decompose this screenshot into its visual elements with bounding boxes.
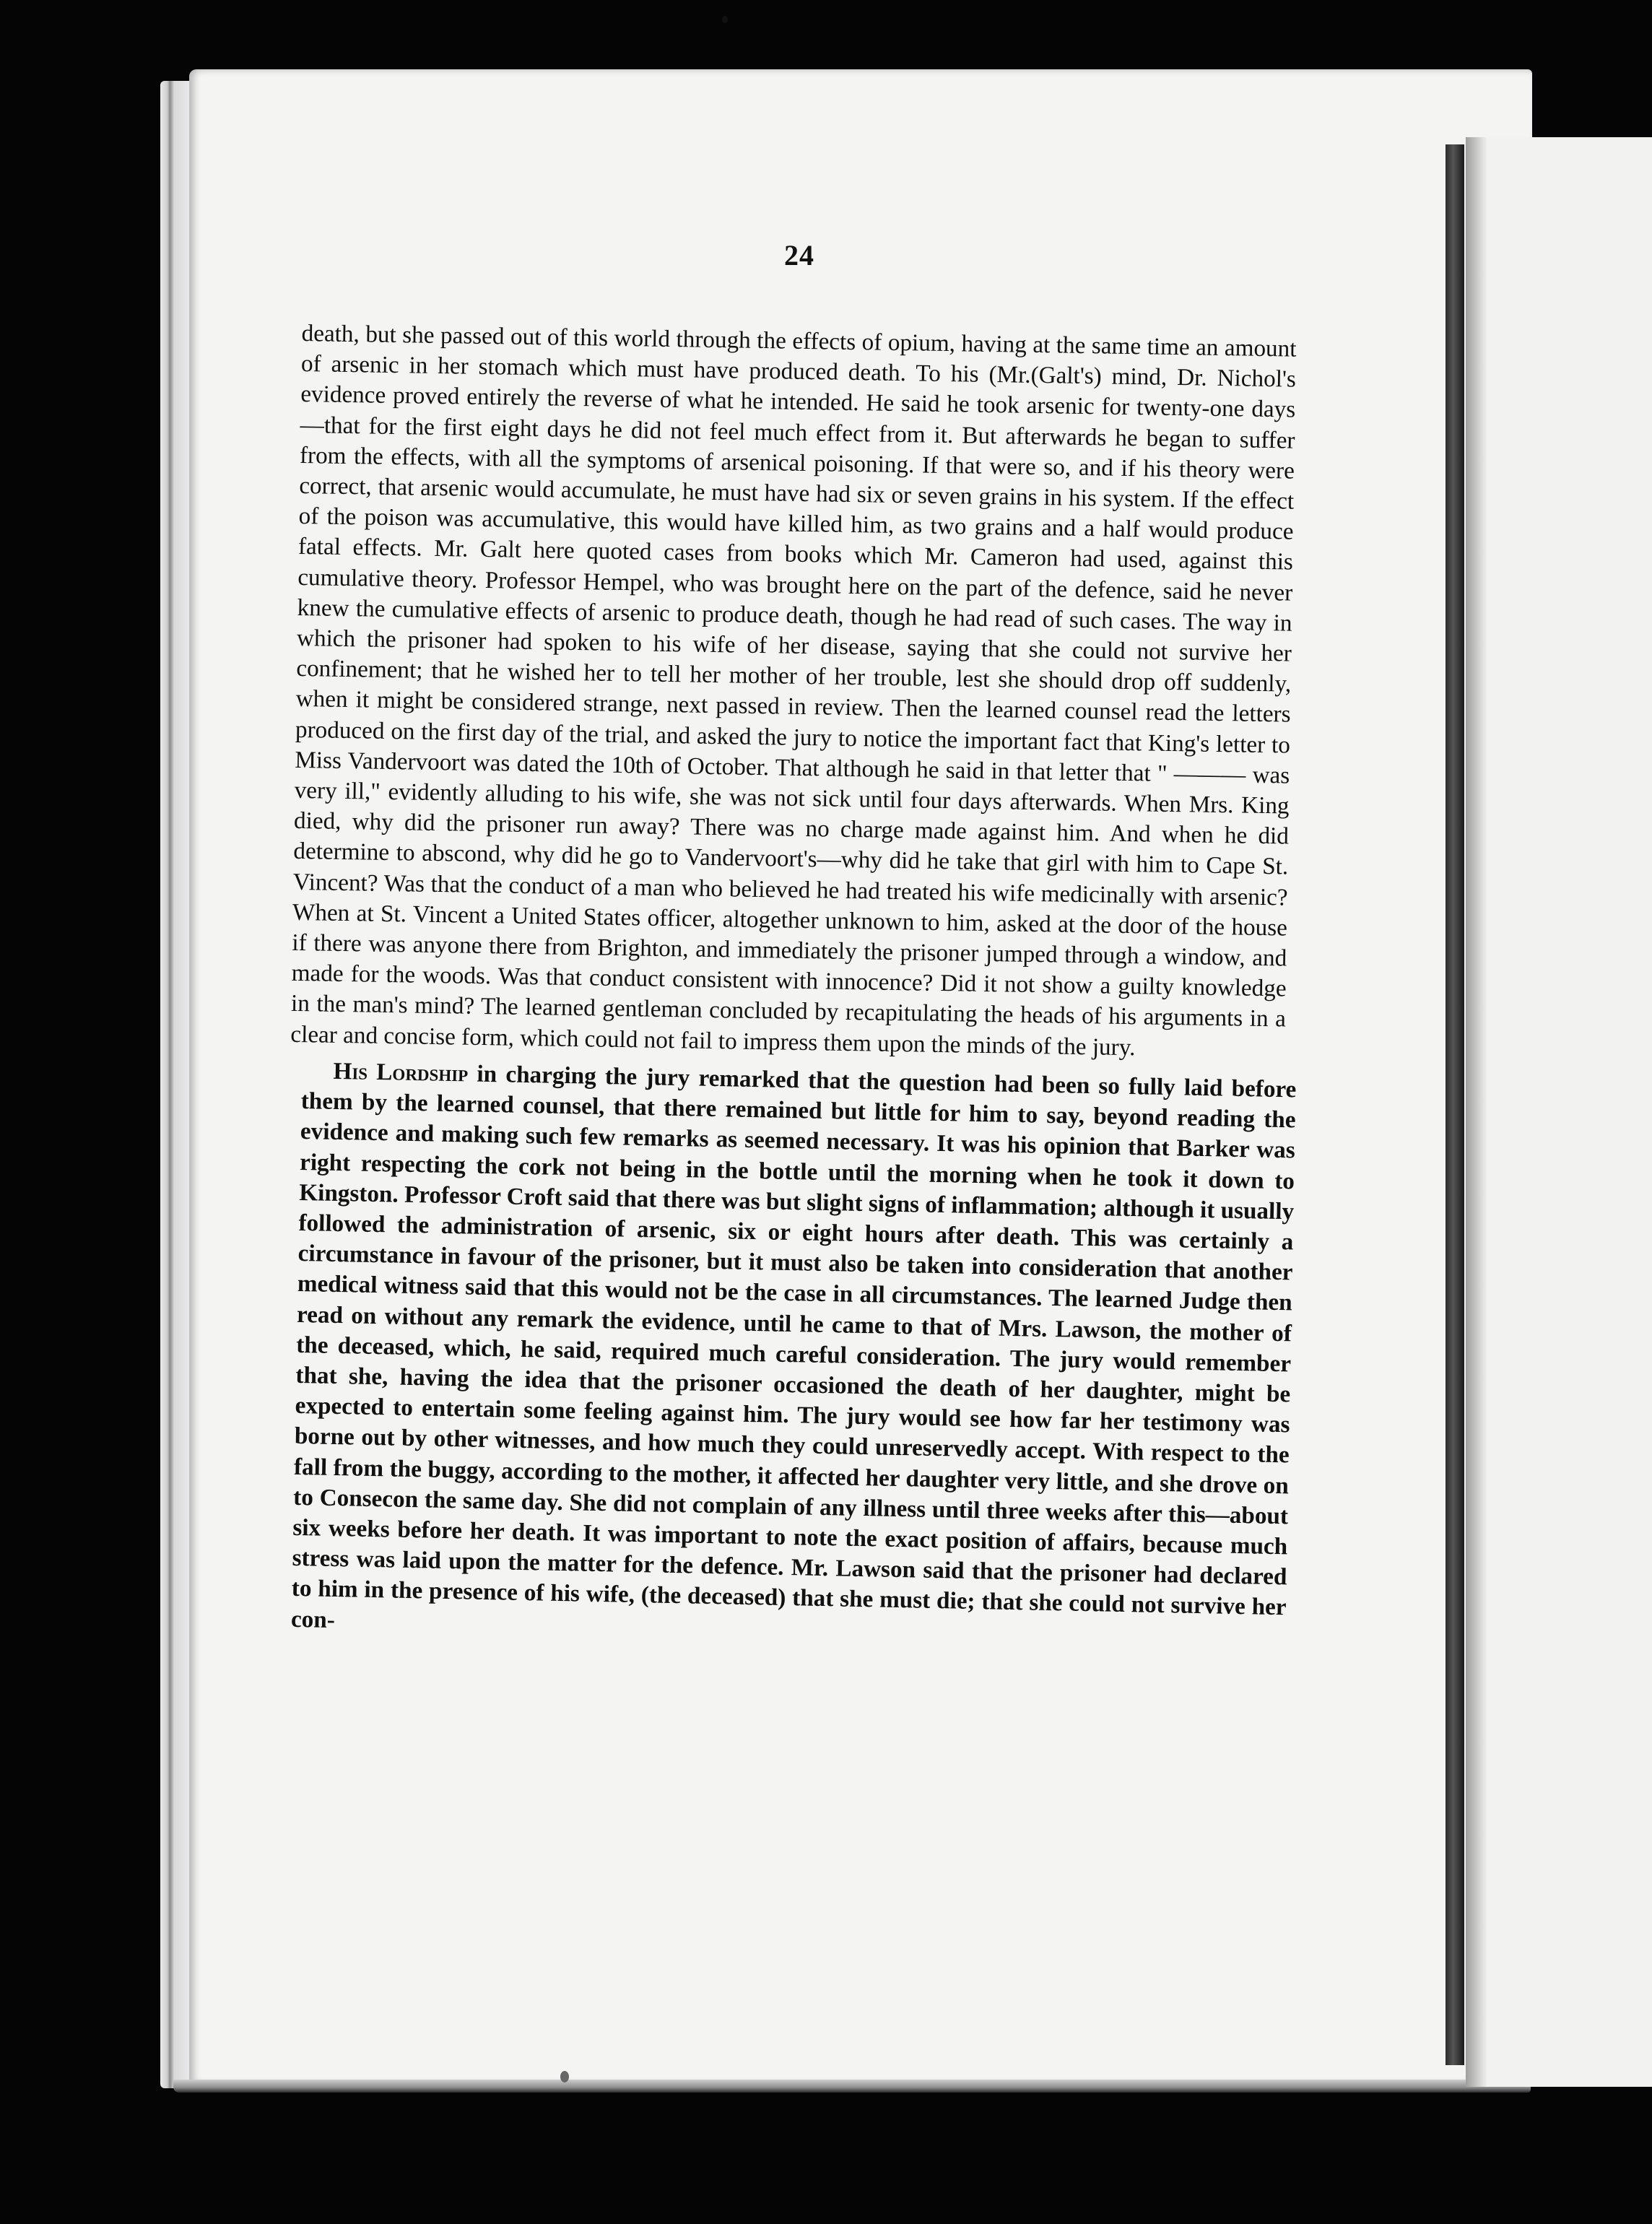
scan-speck (722, 16, 728, 23)
body-paragraph (290, 318, 1297, 1065)
paragraph-text: in charging the jury remarked that the question had been so fully laid before them by the learned counsel, that there remained but little for him to say, beyond reading the evidence and making such few remarks as seemed necessary. It was his opinion that Barker was right respecting the cork not being in the bottle until the morning when he took it down to Kingston. Professor Croft said that there was but slight signs of inflammation; although it usually followed the administration of arsenic, six or eight hours after death. This was certainly a circumstance in favour of the prisoner, but it must also be taken into consideration that another medical witness said that this would not be the case in all circumstances. The learned Judge then read on without any remark the evidence, until he came to that of Mrs. Lawson, the mother of the deceased, which, he said, required much careful consideration. The jury would remember that she, having the idea that the prisoner occasioned the death of her daughter, might be expected to entertain some feeling against him. The jury would see how far her testimony was borne out by other witnesses, and how much they could unreservedly accept. With respect to the fall from the buggy, according to the mother, it affected her daughter very little, and she drove on to Consecon the same day. She did not complain of any illness until three weeks after this—about six weeks before her death. It was important to note the exact position of affairs, because much stress was laid upon the matter for the defence. Mr. Lawson said that the prisoner had declared to him in the presence of his wife, (the deceased) that she must die; that she could not survive her con- (290, 1060, 1297, 1633)
body-paragraph (291, 1056, 1297, 1654)
facing-page-shadow (1466, 137, 1487, 2087)
page-number: 24 (784, 239, 814, 272)
facing-page (1466, 137, 1652, 2087)
scan-speck (560, 2071, 569, 2082)
page-bottom-edge (173, 2080, 1531, 2093)
page-content (290, 238, 1297, 1635)
paragraph-lead: His Lordship (333, 1057, 469, 1087)
paragraph-text: death, but she passed out of this world through the effects of opium, having at the same time an amount of arsenic in her stomach which must have produced death. To his (Mr.(Galt's) mind, Dr. Nichol's evidence proved entirely the reverse of what he intended. He said he took arsenic for twenty-one days —that for the first eight days he did not feel much effect from it. But afterwards he began to suffer from the effects, with all the symptoms of arsenical poisoning. If that were so, and if his theory were correct, that arsenic would accumulate, he must have had six or seven grains in his system. If the effect of the poison was accumulative, this would have killed him, as two grains and a half would produce fatal effects. Mr. Galt here quoted cases from books which Mr. Cameron had used, against this cumulative theory. Professor Hempel, who was brought here on the part of the defence, said he never knew the cumulative effects of arsenic to produce death, though he had read of such cases. The way in which the prisoner had spoken to his wife of her disease, saying that she could not survive her confinement; that he wished her to tell her mother of her trouble, lest she should drop off suddenly, when it might be considered strange, next passed in review. Then the learned counsel read the letters produced on the first day of the trial, and asked the jury to notice the important fact that King's letter to Miss Vandervoort was dated the 10th of October. That although he said in that letter that " ——— was very ill," evidently alluding to his wife, she was not sick until four days afterwards. When Mrs. King died, why did the prisoner run away? There was no charge made against him. And when he did determine to abscond, why did he go to Vandervoort's—why did he take that girl with him to Cape St. Vincent? Was that the conduct of a man who believed he had treated his wife medicinally with arsenic? When at St. Vincent a United States officer, altogether unknown to him, asked at the door of the house if there was anyone there from Brighton, and immediately the prisoner jumped through a window, and made for the woods. Was that conduct consistent with innocence? Did it not show a guilty knowledge in the man's mind? The learned gentleman concluded by recapitulating the heads of his arguments in a clear and concise form, which could not fail to impress them upon the minds of the jury. (290, 319, 1297, 1061)
book-gutter (1446, 144, 1464, 2065)
